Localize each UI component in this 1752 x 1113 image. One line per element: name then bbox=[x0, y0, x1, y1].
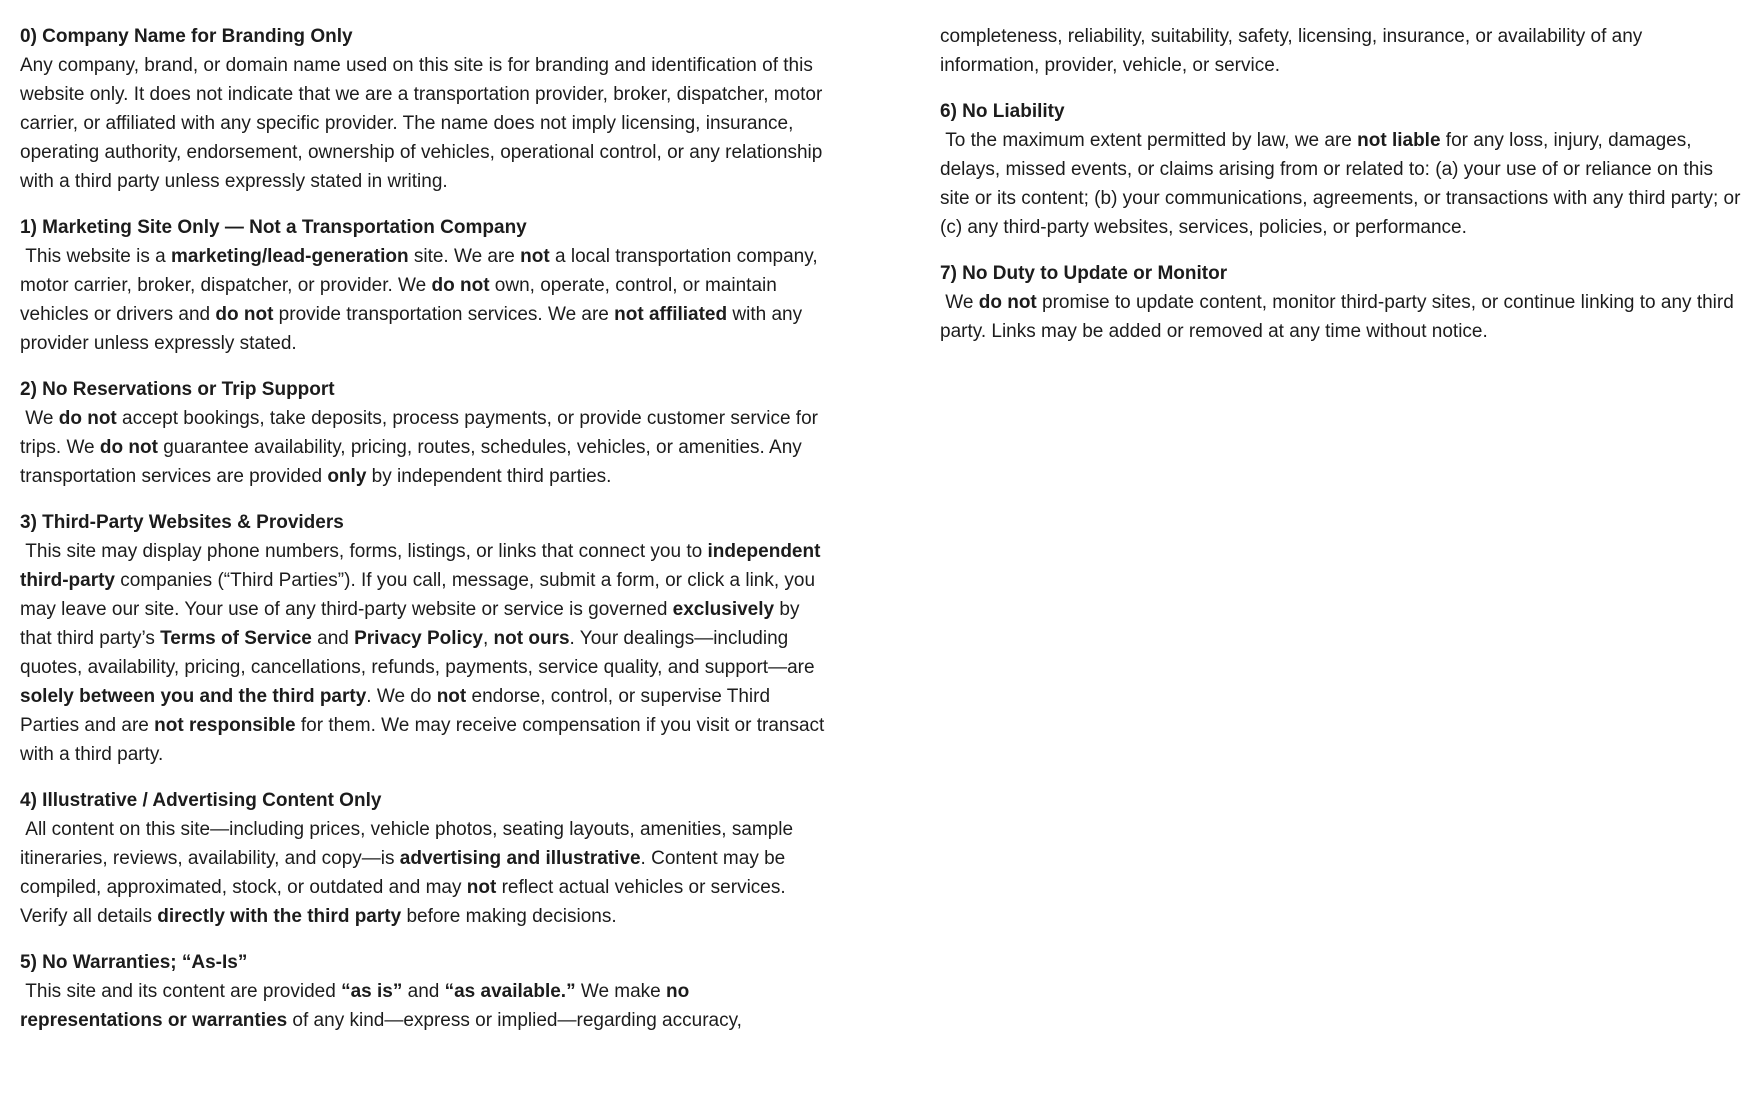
section-heading: 5) No Warranties; “As-Is” bbox=[20, 952, 248, 973]
text-run: by that third party’s bbox=[20, 599, 805, 649]
text-run: promise to update content, monitor third-party sites, or continue linking to any third party. Links may be added or removed at any time without notice. bbox=[940, 292, 1740, 342]
section-body bbox=[20, 977, 826, 1035]
text-run: We bbox=[940, 292, 979, 313]
bold-text-run: not responsible bbox=[154, 715, 296, 736]
bold-text-run: solely between you and the third party bbox=[20, 686, 367, 707]
section-body bbox=[20, 242, 826, 358]
text-run: provide transportation services. We are bbox=[273, 304, 615, 325]
bold-text-run: do not bbox=[58, 408, 117, 429]
bold-text-run: no representations or warranties bbox=[20, 981, 695, 1031]
text-run: endorse, control, or supervise Third Parties and are bbox=[20, 686, 776, 736]
continued-paragraph bbox=[940, 22, 1746, 80]
text-run: . We do bbox=[366, 686, 437, 707]
section-heading: 0) Company Name for Branding Only bbox=[20, 26, 353, 47]
disclaimer-section bbox=[940, 97, 1746, 242]
text-run: and bbox=[311, 628, 355, 649]
disclaimer-section bbox=[940, 259, 1746, 346]
text-run: We make bbox=[575, 981, 667, 1002]
text-run: companies (“Third Parties”). If you call, message, submit a form, or click a link, you may leave our site. Your use of any third-party website or service is governed bbox=[20, 570, 821, 620]
disclaimer-section bbox=[20, 22, 826, 196]
text-run: This website is a bbox=[20, 246, 172, 267]
section-heading: 3) Third-Party Websites & Providers bbox=[20, 512, 344, 533]
bold-text-run: not liable bbox=[1357, 130, 1441, 151]
text-run: reflect actual vehicles or services. Verify all details bbox=[20, 877, 791, 927]
bold-text-run: do not bbox=[99, 437, 158, 458]
bold-text-run: Terms of Service bbox=[160, 628, 312, 649]
section-body bbox=[20, 404, 826, 491]
section-body bbox=[940, 288, 1746, 346]
bold-text-run: do not bbox=[978, 292, 1037, 313]
text-run: a local transportation company, motor carrier, broker, dispatcher, or provider. We bbox=[20, 246, 823, 296]
section-heading: 7) No Duty to Update or Monitor bbox=[940, 263, 1228, 284]
bold-text-run: “as available.” bbox=[444, 981, 576, 1002]
section-body bbox=[940, 126, 1746, 242]
disclaimer-section bbox=[20, 375, 826, 491]
bold-text-run: independent third-party bbox=[20, 541, 826, 591]
bold-text-run: marketing/lead-generation bbox=[171, 246, 409, 267]
text-run: own, operate, control, or maintain vehicles or drivers and bbox=[20, 275, 783, 325]
section-heading: 1) Marketing Site Only — Not a Transportation Company bbox=[20, 217, 527, 238]
text-run: of any kind—express or implied—regarding accuracy, bbox=[287, 1010, 742, 1031]
text-run: We bbox=[20, 408, 59, 429]
bold-text-run: “as is” bbox=[341, 981, 403, 1002]
text-run: To the maximum extent permitted by law, we are bbox=[940, 130, 1358, 151]
text-run: by independent third parties. bbox=[366, 466, 612, 487]
bold-text-run: not affiliated bbox=[614, 304, 728, 325]
bold-text-run: do not bbox=[215, 304, 274, 325]
disclaimer-section bbox=[20, 508, 830, 769]
bold-text-run: not ours bbox=[493, 628, 570, 649]
bold-text-run: not bbox=[466, 877, 497, 898]
bold-text-run: not bbox=[520, 246, 550, 267]
text-run: for them. We may receive compensation if you visit or transact with a third party. bbox=[20, 715, 830, 765]
text-run: site. We are bbox=[408, 246, 521, 267]
section-body bbox=[20, 815, 826, 931]
disclaimer-section bbox=[940, 22, 1746, 80]
disclaimer-section bbox=[20, 948, 826, 1035]
left-column bbox=[20, 22, 830, 1052]
disclaimer-section bbox=[20, 213, 826, 358]
bold-text-run: do not bbox=[431, 275, 490, 296]
text-run: guarantee availability, pricing, routes, schedules, vehicles, or amenities. Any transportation services are provided bbox=[20, 437, 808, 487]
text-run: for any loss, injury, damages, delays, missed events, or claims arising from or related to: (a) your use of or reliance on this site or its content; (b) your communications, agreements, or transactions with any third party; or (c) any third-party websites, services, policies, or performance. bbox=[940, 130, 1746, 238]
text-run: All content on this site—including prices, vehicle photos, seating layouts, amenities, sample itineraries, reviews, availability, and copy—is bbox=[20, 819, 799, 869]
text-run: completeness, reliability, suitability, safety, licensing, insurance, or availability of any information, provider, vehicle, or service. bbox=[940, 26, 1648, 76]
bold-text-run: only bbox=[327, 466, 367, 487]
text-run: with any provider unless expressly stated. bbox=[20, 304, 808, 354]
bold-text-run: Privacy Policy bbox=[354, 628, 483, 649]
text-run: accept bookings, take deposits, process payments, or provide customer service for trips. We bbox=[20, 408, 824, 458]
section-heading: 2) No Reservations or Trip Support bbox=[20, 379, 335, 400]
text-run: Any company, brand, or domain name used on this site is for branding and identification of this website only. It does not indicate that we are a transportation provider, broker, dispatcher, motor carrier, or affiliated with any specific provider. The name does not imply licensing, insurance, operating authority, endorsement, ownership of vehicles, operational control, or any relationship with a third party unless expressly stated in writing. bbox=[20, 55, 828, 192]
text-run: This site may display phone numbers, forms, listings, or links that connect you to bbox=[20, 541, 708, 562]
bold-text-run: exclusively bbox=[672, 599, 775, 620]
right-column bbox=[940, 22, 1746, 363]
section-body bbox=[20, 537, 830, 769]
text-run: . Your dealings—including quotes, availability, pricing, cancellations, refunds, payments, service quality, and support—are bbox=[20, 628, 820, 678]
text-run: before making decisions. bbox=[401, 906, 617, 927]
text-run: This site and its content are provided bbox=[20, 981, 342, 1002]
text-run: . Content may be compiled, approximated, stock, or outdated and may bbox=[20, 848, 791, 898]
bold-text-run: not bbox=[436, 686, 467, 707]
section-heading: 4) Illustrative / Advertising Content Only bbox=[20, 790, 382, 811]
disclaimer-section bbox=[20, 786, 826, 931]
text-run: , bbox=[482, 628, 494, 649]
section-heading: 6) No Liability bbox=[940, 101, 1065, 122]
text-run: and bbox=[402, 981, 445, 1002]
section-body bbox=[20, 51, 826, 196]
bold-text-run: advertising and illustrative bbox=[399, 848, 641, 869]
bold-text-run: directly with the third party bbox=[157, 906, 402, 927]
